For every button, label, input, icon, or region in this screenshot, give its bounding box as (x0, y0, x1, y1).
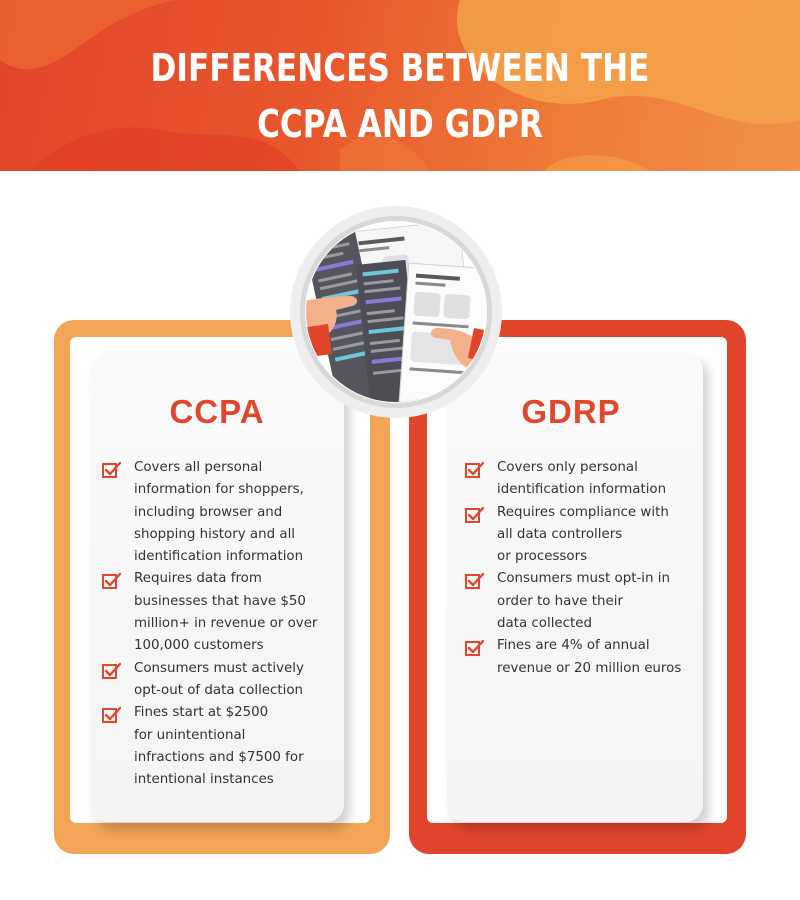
checkbox-checked-icon (102, 461, 121, 478)
documents-hands-illustration (288, 204, 504, 420)
gdpr-list (465, 457, 693, 680)
title-line-2: CCPA AND GDPR (257, 102, 543, 146)
list-item (465, 457, 693, 502)
ccpa-heading: CCPA (169, 393, 265, 430)
list-item-text: Covers only personal identification information (497, 460, 667, 498)
checkbox-checked-icon (102, 706, 121, 723)
list-item-text: Requires data from businesses that have $50 million+ in revenue or over 100,000 customers (134, 571, 318, 654)
list-item-text: Fines start at $2500 for unintentional infractions and $7500 for intentional instances (134, 705, 304, 788)
gdpr-heading: GDRP (521, 393, 621, 430)
list-item-text: Consumers must actively opt-out of data collection (134, 660, 304, 698)
list-item-text: Covers all personal information for shoppers, including browser and shopping history and all identification information (134, 460, 304, 565)
checkbox-checked-icon (102, 572, 121, 589)
title-line-1: DIFFERENCES BETWEEN THE (150, 46, 650, 90)
list-item (465, 635, 693, 680)
checkbox-checked-icon (465, 639, 484, 656)
list-item (102, 568, 324, 657)
list-item-text: Fines are 4% of annual revenue or 20 million euros (497, 638, 682, 676)
header-banner (0, 0, 800, 171)
illustration-svg (288, 204, 504, 420)
checkbox-checked-icon (102, 662, 121, 679)
list-item (102, 457, 324, 568)
checkbox-checked-icon (465, 506, 484, 523)
ccpa-list (102, 457, 324, 791)
list-item-text: Consumers must opt-in in order to have their data collected (497, 571, 670, 632)
checkbox-checked-icon (465, 572, 484, 589)
page-title (72, 40, 728, 152)
list-item-text: Requires compliance with all data controllers or processors (497, 504, 669, 565)
list-item (465, 502, 693, 569)
list-item (102, 702, 324, 791)
list-item (465, 568, 693, 635)
list-item (102, 658, 324, 703)
checkbox-checked-icon (465, 461, 484, 478)
